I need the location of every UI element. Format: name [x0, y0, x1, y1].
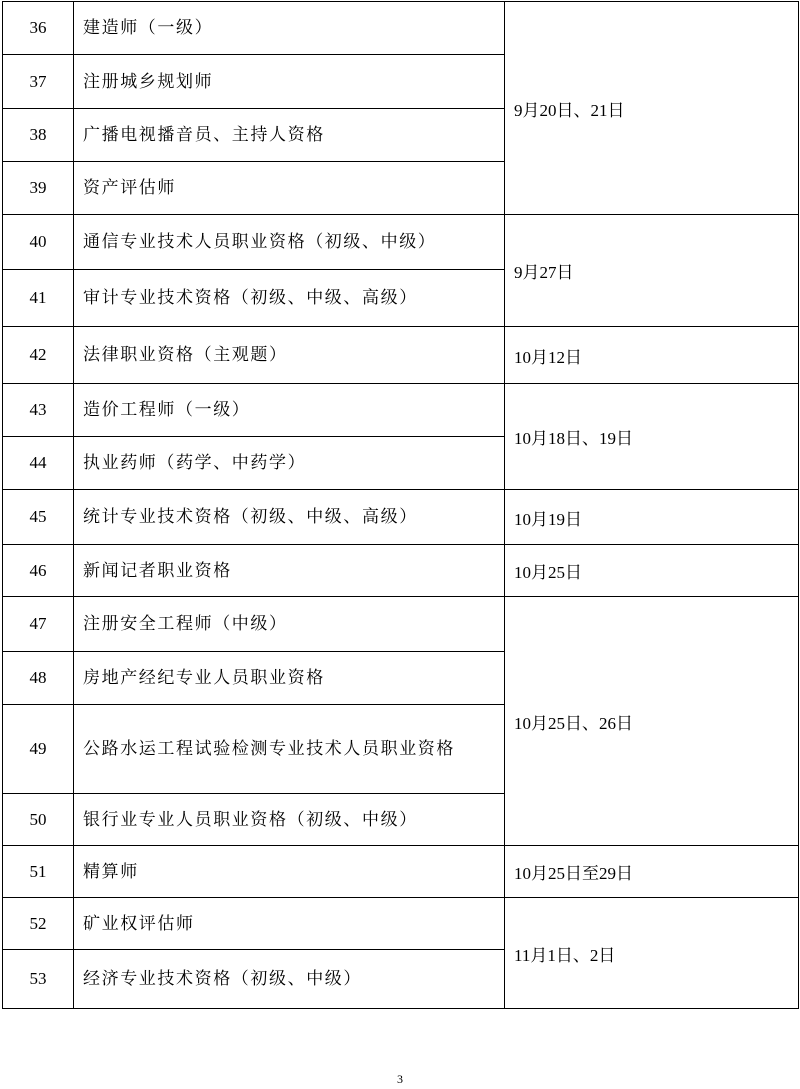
row-number: 45 [3, 490, 74, 545]
exam-name: 精算师 [74, 846, 505, 898]
exam-schedule-table [2, 1, 799, 1009]
row-number: 53 [3, 950, 74, 1009]
exam-name: 公路水运工程试验检测专业技术人员职业资格 [74, 705, 505, 794]
exam-name: 注册安全工程师（中级） [74, 597, 505, 652]
row-number: 41 [3, 270, 74, 327]
row-number: 46 [3, 545, 74, 597]
exam-name: 注册城乡规划师 [74, 55, 505, 109]
row-number: 52 [3, 898, 74, 950]
exam-date: 10月18日、19日 [505, 384, 799, 490]
table-row [3, 490, 799, 545]
row-number: 38 [3, 109, 74, 162]
row-number: 42 [3, 327, 74, 384]
table-row [3, 327, 799, 384]
exam-name: 造价工程师（一级） [74, 384, 505, 437]
exam-date: 10月25日至29日 [505, 846, 799, 898]
table-row [3, 215, 799, 270]
exam-name: 矿业权评估师 [74, 898, 505, 950]
row-number: 44 [3, 437, 74, 490]
table-row [3, 545, 799, 597]
exam-date: 9月20日、21日 [505, 2, 799, 215]
exam-date: 10月25日、26日 [505, 597, 799, 846]
row-number: 36 [3, 2, 74, 55]
exam-name: 法律职业资格（主观题） [74, 327, 505, 384]
exam-date: 10月12日 [505, 327, 799, 384]
table-row [3, 898, 799, 950]
row-number: 51 [3, 846, 74, 898]
exam-name: 银行业专业人员职业资格（初级、中级） [74, 794, 505, 846]
exam-name: 新闻记者职业资格 [74, 545, 505, 597]
row-number: 37 [3, 55, 74, 109]
table-row [3, 597, 799, 652]
exam-name: 经济专业技术资格（初级、中级） [74, 950, 505, 1009]
exam-name: 房地产经纪专业人员职业资格 [74, 652, 505, 705]
row-number: 39 [3, 162, 74, 215]
exam-name: 通信专业技术人员职业资格（初级、中级） [74, 215, 505, 270]
row-number: 50 [3, 794, 74, 846]
exam-name: 执业药师（药学、中药学） [74, 437, 505, 490]
row-number: 49 [3, 705, 74, 794]
exam-name: 统计专业技术资格（初级、中级、高级） [74, 490, 505, 545]
table-row [3, 2, 799, 55]
page-number: 3 [397, 1072, 403, 1086]
row-number: 43 [3, 384, 74, 437]
table-row [3, 384, 799, 437]
exam-date: 10月19日 [505, 490, 799, 545]
exam-date: 9月27日 [505, 215, 799, 327]
exam-name: 建造师（一级） [74, 2, 505, 55]
row-number: 48 [3, 652, 74, 705]
table-row [3, 846, 799, 898]
row-number: 47 [3, 597, 74, 652]
exam-date: 11月1日、2日 [505, 898, 799, 1009]
exam-name: 审计专业技术资格（初级、中级、高级） [74, 270, 505, 327]
exam-date: 10月25日 [505, 545, 799, 597]
row-number: 40 [3, 215, 74, 270]
exam-name: 广播电视播音员、主持人资格 [74, 109, 505, 162]
exam-name: 资产评估师 [74, 162, 505, 215]
